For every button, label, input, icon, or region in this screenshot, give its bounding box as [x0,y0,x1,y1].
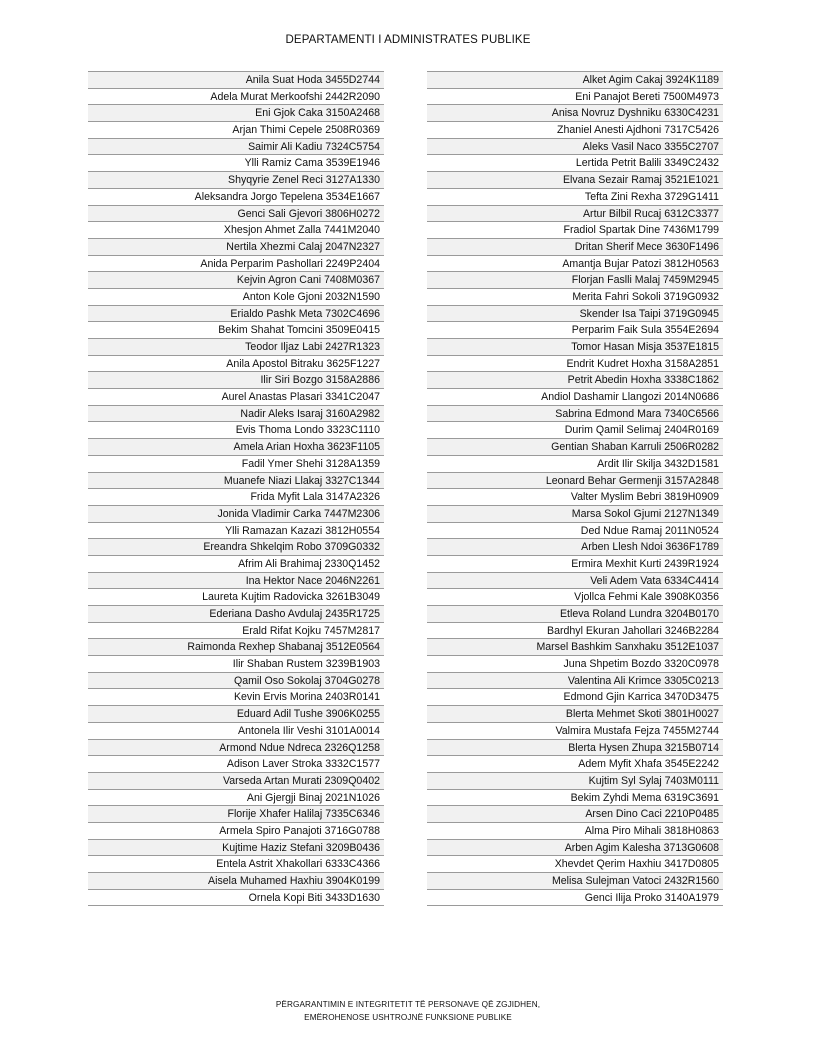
list-item: Anila Suat Hoda 3455D2744 [88,72,384,89]
list-item: Marsel Bashkim Sanxhaku 3512E1037 [427,639,723,656]
list-item: Jonida Vladimir Carka 7447M2306 [88,506,384,523]
list-item: Eni Gjok Caka 3150A2468 [88,105,384,122]
list-item: Andiol Dashamir Llangozi 2014N0686 [427,389,723,406]
list-item: Florjan Faslli Malaj 7459M2945 [427,272,723,289]
list-item: Juna Shpetim Bozdo 3320C0978 [427,656,723,673]
list-item: Edmond Gjin Karrica 3470D3475 [427,689,723,706]
list-item: Laureta Kujtim Radovicka 3261B3049 [88,589,384,606]
list-item: Eduard Adil Tushe 3906K0255 [88,706,384,723]
list-item: Ina Hektor Nace 2046N2261 [88,573,384,590]
list-item: Entela Astrit Xhakollari 6333C4366 [88,856,384,873]
list-item: Zhaniel Anesti Ajdhoni 7317C5426 [427,122,723,139]
list-item: Afrim Ali Brahimaj 2330Q1452 [88,556,384,573]
list-item: Blerta Hysen Zhupa 3215B0714 [427,740,723,757]
list-item: Adem Myfit Xhafa 3545E2242 [427,756,723,773]
list-item: Petrit Abedin Hoxha 3338C1862 [427,372,723,389]
list-item: Skender Isa Taipi 3719G0945 [427,306,723,323]
list-item: Ylli Ramiz Cama 3539E1946 [88,155,384,172]
list-item: Aleksandra Jorgo Tepelena 3534E1667 [88,189,384,206]
left-name-list [88,71,384,906]
list-item: Veli Adem Vata 6334C4414 [427,573,723,590]
list-item: Kevin Ervis Morina 2403R0141 [88,689,384,706]
list-item: Artur Bilbil Rucaj 6312C3377 [427,206,723,223]
list-item: Raimonda Rexhep Shabanaj 3512E0564 [88,639,384,656]
list-item: Amantja Bujar Patozi 3812H0563 [427,256,723,273]
list-item: Gentian Shaban Karruli 2506R0282 [427,439,723,456]
list-item: Anida Perparim Pashollari 2249P2404 [88,256,384,273]
list-item: Kujtim Syl Sylaj 7403M0111 [427,773,723,790]
list-item: Armond Ndue Ndreca 2326Q1258 [88,740,384,757]
list-item: Antonela Ilir Veshi 3101A0014 [88,723,384,740]
list-item: Ylli Ramazan Kazazi 3812H0554 [88,523,384,540]
list-item: Ederiana Dasho Avdulaj 2435R1725 [88,606,384,623]
list-item: Armela Spiro Panajoti 3716G0788 [88,823,384,840]
list-item: Ardit Ilir Skilja 3432D1581 [427,456,723,473]
list-item: Blerta Mehmet Skoti 3801H0027 [427,706,723,723]
list-item: Varseda Artan Murati 2309Q0402 [88,773,384,790]
list-item: Alma Piro Mihali 3818H0863 [427,823,723,840]
list-item: Arben Agim Kalesha 3713G0608 [427,840,723,857]
list-item: Durim Qamil Selimaj 2404R0169 [427,422,723,439]
list-item: Marsa Sokol Gjumi 2127N1349 [427,506,723,523]
list-item: Shyqyrie Zenel Reci 3127A1330 [88,172,384,189]
list-item: Evis Thoma Londo 3323C1110 [88,422,384,439]
list-item: Aleks Vasil Naco 3355C2707 [427,139,723,156]
page-title: DEPARTAMENTI I ADMINISTRATES PUBLIKE [285,34,531,46]
list-item: Eni Panajot Bereti 7500M4973 [427,89,723,106]
list-item: Etleva Roland Lundra 3204B0170 [427,606,723,623]
list-item: Arsen Dino Caci 2210P0485 [427,806,723,823]
list-item: Perparim Faik Sula 3554E2694 [427,322,723,339]
list-item: Nadir Aleks Isaraj 3160A2982 [88,406,384,423]
list-item: Anisa Novruz Dyshniku 6330C4231 [427,105,723,122]
list-item: Vjollca Fehmi Kale 3908K0356 [427,589,723,606]
list-item: Aurel Anastas Plasari 3341C2047 [88,389,384,406]
list-item: Xhesjon Ahmet Zalla 7441M2040 [88,222,384,239]
list-item: Valter Myslim Bebri 3819H0909 [427,489,723,506]
footer-line-2: EMËROHENOSE USHTROJNË FUNKSIONE PUBLIKE [304,1012,512,1022]
list-item: Xhevdet Qerim Haxhiu 3417D0805 [427,856,723,873]
list-item: Alket Agim Cakaj 3924K1189 [427,72,723,89]
list-item: Bekim Zyhdi Mema 6319C3691 [427,790,723,807]
list-item: Genci Ilija Proko 3140A1979 [427,890,723,907]
list-item: Erialdo Pashk Meta 7302C4696 [88,306,384,323]
list-item: Adela Murat Merkoofshi 2442R2090 [88,89,384,106]
list-item: Valmira Mustafa Fejza 7455M2744 [427,723,723,740]
list-item: Elvana Sezair Ramaj 3521E1021 [427,172,723,189]
list-item: Fadil Ymer Shehi 3128A1359 [88,456,384,473]
list-item: Tefta Zini Rexha 3729G1411 [427,189,723,206]
list-item: Amela Arian Hoxha 3623F1105 [88,439,384,456]
footer-line-1: PËRGARANTIMIN E INTEGRITETIT TË PERSONAVE QË ZGJIDHEN, [275,1000,541,1009]
list-item: Nertila Xhezmi Calaj 2047N2327 [88,239,384,256]
list-item: Lertida Petrit Balili 3349C2432 [427,155,723,172]
list-item: Tomor Hasan Misja 3537E1815 [427,339,723,356]
list-item: Sabrina Edmond Mara 7340C6566 [427,406,723,423]
list-item: Melisa Sulejman Vatoci 2432R1560 [427,873,723,890]
list-item: Endrit Kudret Hoxha 3158A2851 [427,356,723,373]
list-item: Adison Laver Stroka 3332C1577 [88,756,384,773]
list-item: Merita Fahri Sokoli 3719G0932 [427,289,723,306]
page-footer [0,999,816,1024]
list-item: Ermira Mexhit Kurti 2439R1924 [427,556,723,573]
list-item: Anila Apostol Bitraku 3625F1227 [88,356,384,373]
list-item: Ornela Kopi Biti 3433D1630 [88,890,384,907]
list-item: Arjan Thimi Cepele 2508R0369 [88,122,384,139]
list-item: Ded Ndue Ramaj 2011N0524 [427,523,723,540]
list-item: Aisela Muhamed Haxhiu 3904K0199 [88,873,384,890]
list-item: Ilir Shaban Rustem 3239B1903 [88,656,384,673]
list-item: Kujtime Haziz Stefani 3209B0436 [88,840,384,857]
list-item: Ilir Siri Bozgo 3158A2886 [88,372,384,389]
list-item: Arben Llesh Ndoi 3636F1789 [427,539,723,556]
list-item: Qamil Oso Sokolaj 3704G0278 [88,673,384,690]
list-item: Bekim Shahat Tomcini 3509E0415 [88,322,384,339]
list-item: Ereandra Shkelqim Robo 3709G0332 [88,539,384,556]
right-name-list [427,71,723,906]
list-item: Florije Xhafer Halilaj 7335C6346 [88,806,384,823]
list-item: Teodor Iljaz Labi 2427R1323 [88,339,384,356]
list-item: Genci Sali Gjevori 3806H0272 [88,206,384,223]
list-item: Muanefe Niazi Llakaj 3327C1344 [88,473,384,490]
list-item: Leonard Behar Germenji 3157A2848 [427,473,723,490]
list-item: Anton Kole Gjoni 2032N1590 [88,289,384,306]
list-item: Saimir Ali Kadiu 7324C5754 [88,139,384,156]
list-item: Valentina Ali Krimce 3305C0213 [427,673,723,690]
list-item: Kejvin Agron Cani 7408M0367 [88,272,384,289]
list-item: Ani Gjergji Binaj 2021N1026 [88,790,384,807]
list-item: Fradiol Spartak Dine 7436M1799 [427,222,723,239]
list-item: Dritan Sherif Mece 3630F1496 [427,239,723,256]
list-item: Bardhyl Ekuran Jahollari 3246B2284 [427,623,723,640]
list-item: Erald Rifat Kojku 7457M2817 [88,623,384,640]
list-item: Frida Myfit Lala 3147A2326 [88,489,384,506]
